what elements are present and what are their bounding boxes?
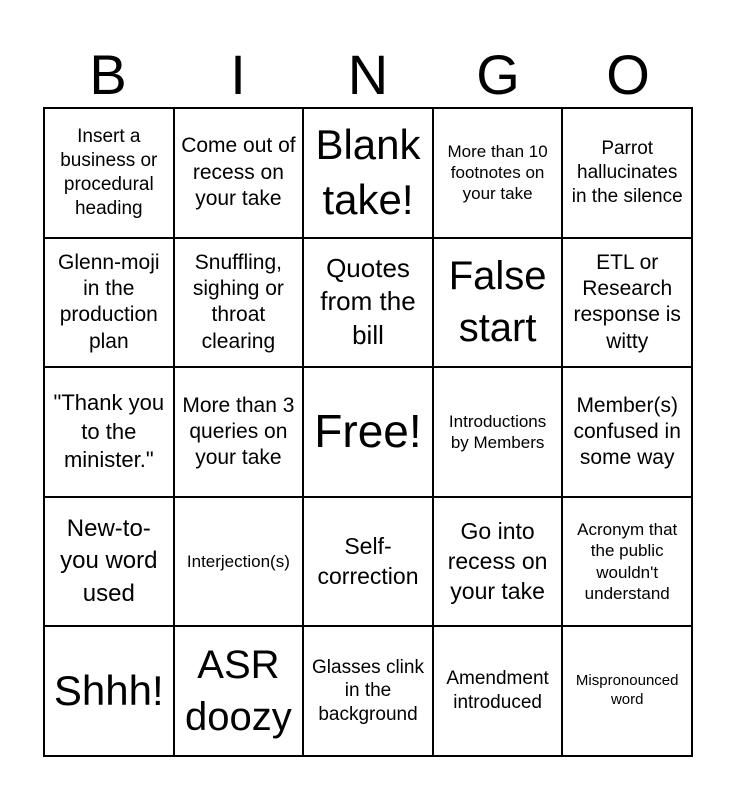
header-letter-g: G [476, 43, 520, 106]
bingo-cell[interactable]: Amendment introduced [433, 626, 563, 756]
bingo-cell[interactable]: Come out of recess on your take [174, 108, 304, 238]
bingo-cell[interactable]: Glenn-moji in the production plan [44, 238, 174, 368]
bingo-cell[interactable]: Blank take! [303, 108, 433, 238]
bingo-cell[interactable]: False start [433, 238, 563, 368]
bingo-cell[interactable]: "Thank you to the minister." [44, 367, 174, 497]
bingo-cell[interactable]: Parrot hallucinates in the silence [562, 108, 692, 238]
free-space-cell[interactable]: Free! [303, 367, 433, 497]
bingo-cell[interactable]: Go into recess on your take [433, 497, 563, 627]
bingo-cell[interactable]: Self-correction [303, 497, 433, 627]
bingo-cell[interactable]: Interjection(s) [174, 497, 304, 627]
bingo-cell[interactable]: Quotes from the bill [303, 238, 433, 368]
bingo-cell[interactable]: Glasses clink in the background [303, 626, 433, 756]
bingo-cell[interactable]: Shhh! [44, 626, 174, 756]
bingo-cell[interactable]: Acronym that the public wouldn't understand [562, 497, 692, 627]
bingo-cell[interactable]: More than 10 footnotes on your take [433, 108, 563, 238]
header-letter-i: I [230, 43, 246, 106]
bingo-card-grid [43, 107, 693, 757]
bingo-cell[interactable]: ASR doozy [174, 626, 304, 756]
bingo-cell[interactable]: New-to-you word used [44, 497, 174, 627]
bingo-cell[interactable]: Insert a business or procedural heading [44, 108, 174, 238]
bingo-cell[interactable]: Snuffling, sighing or throat clearing [174, 238, 304, 368]
bingo-cell[interactable]: Introductions by Members [433, 367, 563, 497]
header-letter-n: N [347, 43, 389, 106]
header-letter-o: O [606, 43, 650, 106]
bingo-cell[interactable]: More than 3 queries on your take [174, 367, 304, 497]
bingo-header [43, 42, 693, 108]
bingo-cell[interactable]: Member(s) confused in some way [562, 367, 692, 497]
bingo-cell[interactable]: ETL or Research response is witty [562, 238, 692, 368]
bingo-cell[interactable]: Mispronounced word [562, 626, 692, 756]
header-letter-b: B [89, 43, 127, 106]
